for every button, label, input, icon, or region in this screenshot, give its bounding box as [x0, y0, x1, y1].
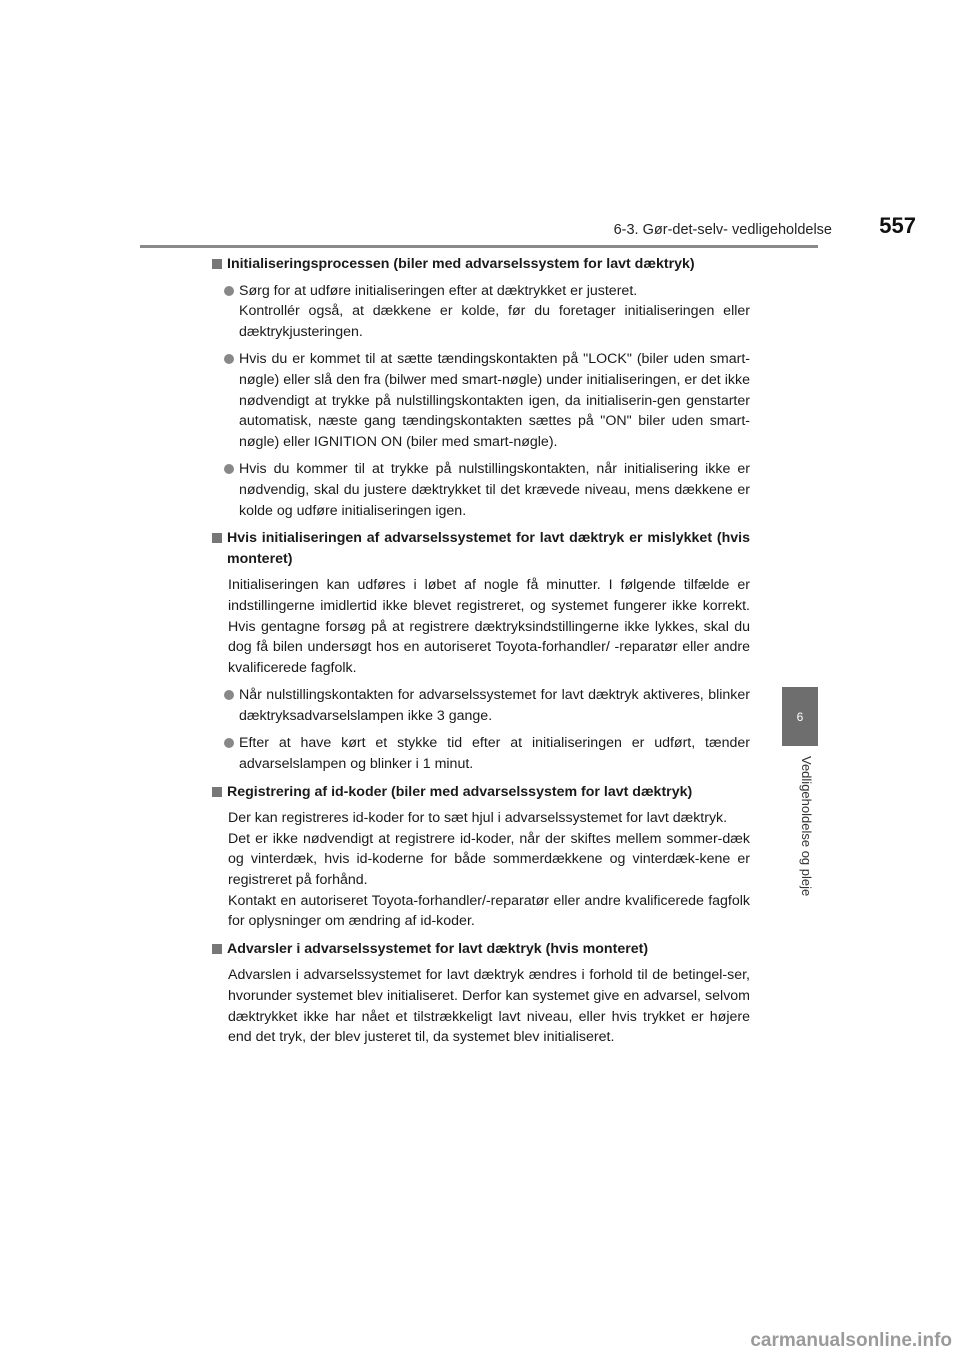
list-item: Sørg for at udføre initialiseringen efter at dæktrykket er justeret. Kontrollér også, at dækkene er kolde, før du foretager initialiseringen eller dæktrykjusteringen.	[224, 281, 750, 343]
list-item: Når nulstillingskontakten for advarselssystemet for lavt dæktryk aktiveres, blinker dæktryksadvarselslampen ikke 3 gange.	[224, 685, 750, 726]
section-heading: Hvis initialiseringen af advarselssystemet for lavt dæktryk er mislykket (hvis monteret)	[210, 528, 750, 569]
chapter-number: 6	[796, 709, 804, 724]
section-heading: Advarsler i advarselssystemet for lavt dæktryk (hvis monteret)	[210, 939, 750, 960]
section-paragraph: Advarslen i advarselssystemet for lavt dæktryk ændres i forhold til de betingel-ser, hvorunder systemet blev initialiseret. Derfor kan systemet give en advarsel, selvom dæktrykket ikke har nået et tilstrækkeligt lavt niveau, eller hvis trykket er højere end det tryk, der blev justeret til, da systemet blev initialiseret.	[228, 967, 750, 1046]
section-id-codes	[210, 782, 750, 932]
section-initialization	[210, 254, 750, 521]
square-bullet-icon	[212, 944, 222, 954]
round-bullet-icon	[224, 286, 234, 296]
square-bullet-icon	[212, 787, 222, 797]
square-bullet-icon	[212, 259, 222, 269]
watermark: carmanualsonline.info	[750, 1330, 952, 1351]
round-bullet-icon	[224, 464, 234, 474]
section-heading: Initialiseringsprocessen (biler med advarselssystem for lavt dæktryk)	[210, 254, 750, 275]
section-warnings	[210, 939, 750, 1048]
header-divider	[140, 245, 818, 248]
list-item: Hvis du kommer til at trykke på nulstillingskontakten, når initialisering ikke er nødvendig, skal du justere dæktrykket til det krævede niveau, mens dækkene er kolde og udføre initialiseringen igen.	[224, 459, 750, 521]
section-heading: Registrering af id-koder (biler med advarselssystem for lavt dæktryk)	[210, 782, 750, 803]
page-header	[140, 0, 818, 246]
section-title: 6-3. Gør-det-selv- vedligeholdelse	[613, 222, 832, 238]
list-item: Efter at have kørt et stykke tid efter at initialiseringen er udført, tænder advarselslampen og blinker i 1 minut.	[224, 733, 750, 774]
round-bullet-icon	[224, 354, 234, 364]
round-bullet-icon	[224, 690, 234, 700]
section-paragraph: Initialiseringen kan udføres i løbet af nogle få minutter. I følgende tilfælde er indstillingerne imidlertid ikke blevet registreret, og systemet fungerer ikke korrekt. Hvis gentagne forsøg på at registrere dæktryksindstillingerne ikke lykkes, skal du dog få bilen undersøgt hos en autoriseret Toyota-forhandler/ -reparatør eller andre kvalificerede fagfolk.	[228, 577, 750, 676]
page-number: 557	[879, 213, 916, 238]
page-content	[210, 254, 750, 1055]
section-paragraph: Der kan registreres id-koder for to sæt hjul i advarselssystemet for lavt dæktryk. Det er ikke nødvendigt at registrere id-koder, når der skiftes mellem sommer-dæk og vinterdæk, hvis id-koderne for både sommerdækkene og vinterdæk-kene er registreret på forhånd. Kontakt en autoriseret Toyota-forhandler/-reparatør eller andre kvalificerede fagfolk for oplysninger om ændring af id-koder.	[228, 810, 750, 930]
round-bullet-icon	[224, 738, 234, 748]
chapter-label: Vedligeholdelse og pleje	[799, 756, 814, 897]
square-bullet-icon	[212, 533, 222, 543]
list-item: Hvis du er kommet til at sætte tændingskontakten på "LOCK" (biler uden smart-nøgle) eller slå den fra (bilwer med smart-nøgle) under initialiseringen, er det ikke nødvendigt at trykke på nulstillingskontakten igen, da initialiserin-gen genstarter automatisk, næste gang tændingskontakten sættes på "ON" biler uden smart-nøgle) eller IGNITION ON (biler med smart-nøgle).	[224, 349, 750, 452]
chapter-tab[interactable]	[782, 687, 818, 746]
section-initialization-failed	[210, 528, 750, 775]
